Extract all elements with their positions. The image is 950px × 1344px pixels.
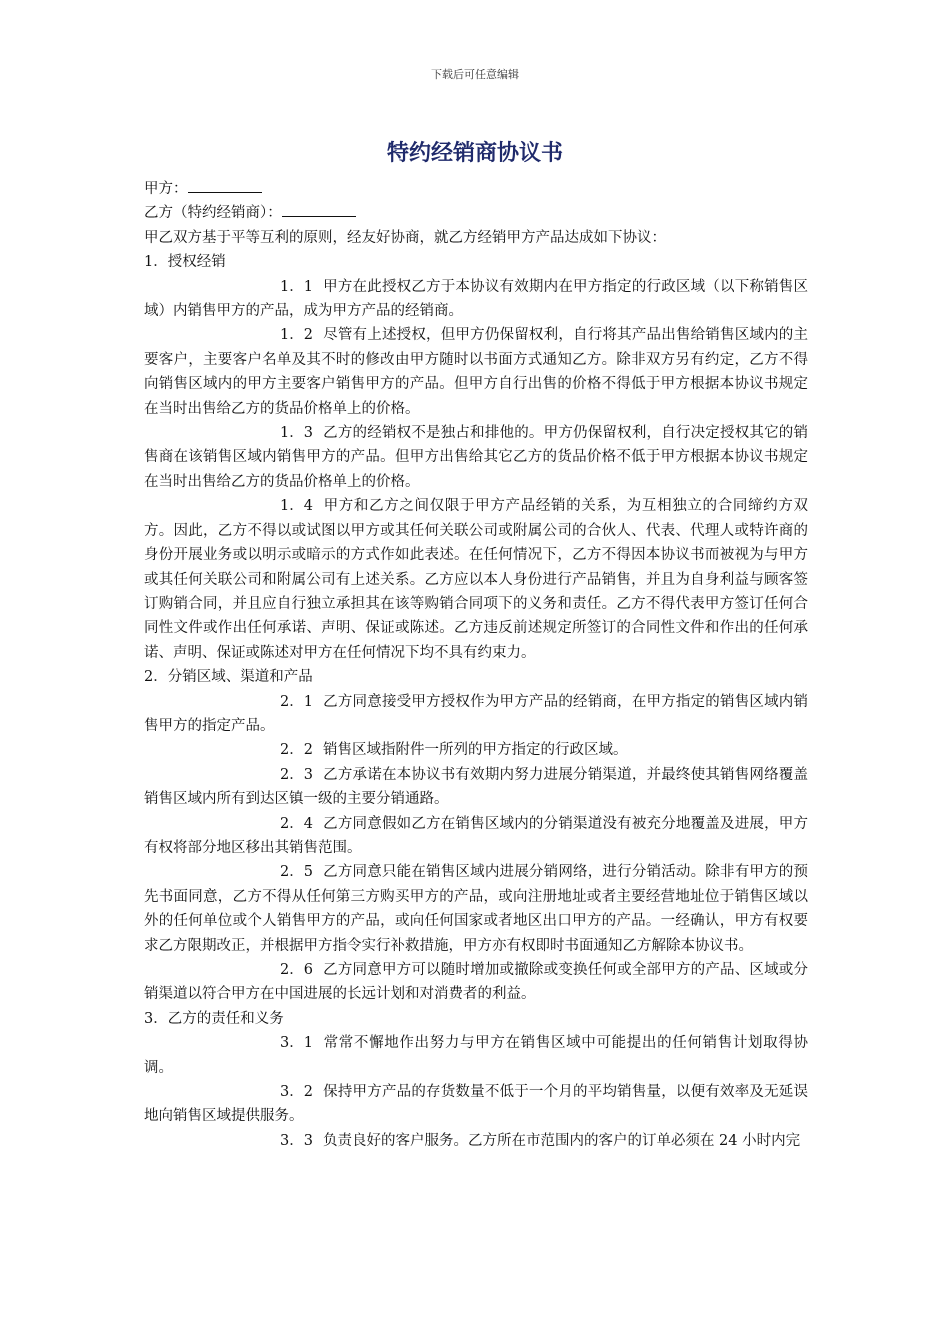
- clause-text: 常常不懈地作出努力与甲方在销售区域中可能提出的任何销售计划取得协调。: [144, 1035, 808, 1076]
- party-a-line: [144, 177, 808, 201]
- clause-number: 1．2: [280, 327, 313, 344]
- agreement-body: [144, 177, 808, 1153]
- clause-text: 乙方同意甲方可以随时增加或撤除或变换任何或全部甲方的产品、区域或分销渠道以符合甲方在中国进展的长远计划和对消费者的利益。: [144, 962, 808, 1003]
- clause: [144, 1031, 808, 1080]
- party-b-label: 乙方（特约经销商）：: [144, 205, 282, 222]
- clause-number: 1．3: [280, 425, 313, 442]
- clause-number: 2．4: [280, 815, 313, 832]
- clause-number: 3．2: [280, 1084, 313, 1101]
- clause-text: 乙方承诺在本协议书有效期内努力进展分销渠道，并最终使其销售网络覆盖销售区域内所有到达区镇一级的主要分销通路。: [144, 766, 808, 808]
- section-heading: 3．乙方的责任和义务: [144, 1010, 284, 1027]
- preamble: 甲乙双方基于平等互利的原则，经友好协商，就乙方经销甲方产品达成如下协议：: [144, 229, 666, 246]
- clause: [144, 763, 808, 812]
- clause: [144, 323, 808, 421]
- clause-number: 2．2: [280, 742, 313, 759]
- clause-text: 乙方同意假如乙方在销售区域内的分销渠道没有被充分地覆盖及进展，甲方有权将部分地区移出其销售范围。: [144, 815, 808, 856]
- clause: [144, 812, 808, 861]
- party-b-line: [144, 201, 808, 225]
- clause: [144, 1129, 808, 1153]
- clause: [144, 738, 808, 762]
- clause: [144, 690, 808, 739]
- clause-number: 2．3: [280, 766, 313, 783]
- party-a-label: 甲方：: [144, 181, 188, 197]
- clause-text: 保持甲方产品的存货数量不低于一个月的平均销售量，以便有效率及无延误地向销售区域提供服务。: [144, 1084, 808, 1125]
- clause-number: 3．1: [280, 1035, 313, 1052]
- clause-number: 2．1: [280, 693, 313, 710]
- header-note: 下载后可任意编辑: [431, 68, 519, 81]
- section-heading: 2．分销区域、渠道和产品: [144, 669, 313, 686]
- clause: [144, 494, 808, 665]
- party-b-blank: [282, 202, 356, 217]
- clause-number: 2．5: [280, 864, 313, 881]
- clause-number: 2．6: [280, 962, 313, 978]
- clause: [144, 860, 808, 958]
- clause: [144, 1080, 808, 1129]
- clause-number: 3．3: [280, 1132, 313, 1149]
- clause-number: 1．1: [280, 278, 313, 295]
- clause: [144, 958, 808, 1007]
- clause-text: 甲方和乙方之间仅限于甲方产品经销的关系，为互相独立的合同缔约方双方。因此，乙方不得以或试图以甲方或其任何关联公司或附属公司的合伙人、代表、代理人或特许商的身份开展业务或以明示或暗示的方式作如此表述。在任何情况下，乙方不得因本协议书而被视为与甲方或其任何关联公司和附属公司有上述关系。乙方应以本人身份进行产品销售，并且为自身利益与顾客签订购销合同，并且应自行独立承担其在该等购销合同项下的义务和责任。乙方不得代表甲方签订任何合同性文件或作出任何承诺、声明、保证或陈述。乙方违反前述规定所签订的合同性文件和作出的任何承诺、声明、保证或陈述对甲方在任何情况下均不具有约束力。: [144, 498, 808, 661]
- clause-text: 甲方在此授权乙方于本协议有效期内在甲方指定的行政区域（以下称销售区域）内销售甲方的产品，成为甲方产品的经销商。: [144, 278, 808, 320]
- party-a-blank: [188, 178, 262, 193]
- clause-number: 1．4: [280, 498, 313, 515]
- clause-text: 尽管有上述授权，但甲方仍保留权利，自行将其产品出售给销售区域内的主要客户，主要客户名单及其不时的修改由甲方随时以书面方式通知乙方。除非双方另有约定，乙方不得向销售区域内的甲方主要客户销售甲方的产品。但甲方自行出售的价格不得低于甲方根据本协议书规定在当时出售给乙方的货品价格单上的价格。: [144, 327, 808, 417]
- section-heading: 1．授权经销: [144, 254, 226, 271]
- clause: [144, 275, 808, 324]
- clause-text: 负责良好的客户服务。乙方所在市范围内的客户的订单必须在 24 小时内完: [322, 1132, 801, 1149]
- clause-text: 乙方同意接受甲方授权作为甲方产品的经销商，在甲方指定的销售区域内销售甲方的指定产品。: [144, 693, 808, 734]
- clause-text: 乙方同意只能在销售区域内进展分销网络，进行分销活动。除非有甲方的预先书面同意，乙方不得从任何第三方购买甲方的产品，或向注册地址或者主要经营地址位于销售区域以外的任何单位或个人销售甲方的产品，或向任何国家或者地区出口甲方的产品。一经确认，甲方有权要求乙方限期改正，并根据甲方指令实行补救措施，甲方亦有权即时书面通知乙方解除本协议书。: [144, 864, 808, 954]
- page-title: 特约经销商协议书: [386, 141, 563, 166]
- clause: [144, 421, 808, 494]
- clause-text: 销售区域指附件一所列的甲方指定的行政区域。: [322, 742, 628, 759]
- clause-text: 乙方的经销权不是独占和排他的。甲方仍保留权利，自行决定授权其它的销售商在该销售区域内销售甲方的产品。但甲方出售给其它乙方的货品价格不低于甲方根据本协议书规定在当时出售给乙方的货品价格单上的价格。: [144, 425, 808, 490]
